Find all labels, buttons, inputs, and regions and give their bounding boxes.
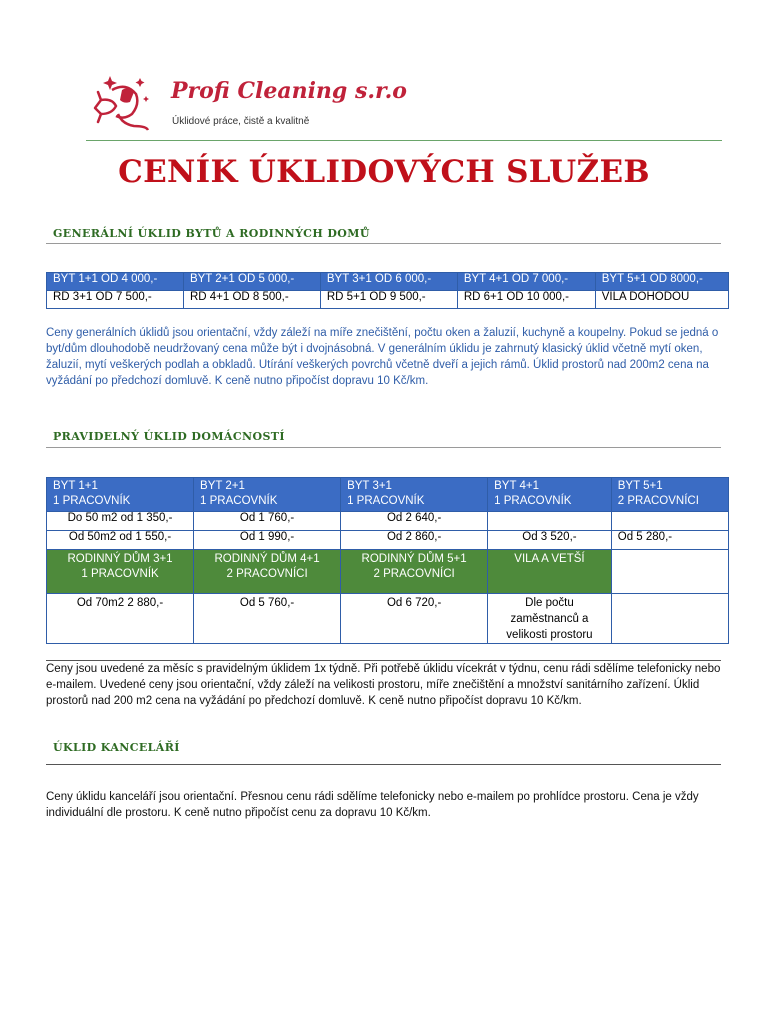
table-cell — [341, 550, 488, 594]
table-row — [47, 550, 729, 594]
table-cell — [488, 594, 612, 644]
cell-line: BYT 4+1 — [494, 480, 540, 492]
table-row — [47, 512, 729, 531]
table-cell: Od 6 720,- — [341, 594, 488, 644]
table-cell: BYT 2+1 OD 5 000,- — [183, 273, 320, 291]
table-cell — [47, 550, 194, 594]
table-cell: Od 2 640,- — [341, 512, 488, 531]
cell-line: BYT 2+1 — [200, 480, 245, 492]
table-cell: BYT 3+1 OD 6 000,- — [320, 273, 457, 291]
table-cell: BYT 4+1 OD 7 000,- — [457, 273, 595, 291]
cell-line: RODINNÝ DŮM 4+1 — [214, 553, 320, 565]
table-cell: VILA DOHODOU — [595, 291, 728, 309]
table-cell — [47, 478, 194, 512]
table-cell: Od 2 860,- — [341, 531, 488, 550]
cell-line: 1 PRACOVNÍK — [81, 568, 159, 580]
general-price-table — [46, 272, 729, 309]
cell-line: 1 PRACOVNÍK — [347, 495, 425, 507]
section-divider — [46, 447, 721, 448]
table-cell: Od 50m2 od 1 550,- — [47, 531, 194, 550]
table-cell: Od 1 760,- — [194, 512, 341, 531]
cell-line: BYT 3+1 — [347, 480, 392, 492]
table-cell: Od 5 280,- — [611, 531, 728, 550]
cell-line: VILA A VETŠÍ — [514, 553, 585, 565]
section-title-general: GENERÁLNÍ ÚKLID BYTŮ A RODINNÝCH DOMŮ — [53, 227, 370, 240]
regular-price-table — [46, 477, 729, 644]
cell-line: Dle počtu — [525, 597, 574, 609]
table-cell: Do 50 m2 od 1 350,- — [47, 512, 194, 531]
company-logo — [86, 70, 407, 138]
table-cell: BYT 1+1 OD 4 000,- — [47, 273, 184, 291]
table-cell — [611, 512, 728, 531]
table-row — [47, 594, 729, 644]
table-cell — [194, 550, 341, 594]
cell-line: BYT 1+1 — [53, 480, 98, 492]
table-header-row — [47, 478, 729, 512]
table-row — [47, 291, 729, 309]
section-title-regular: PRAVIDELNÝ ÚKLID DOMÁCNOSTÍ — [53, 430, 285, 443]
regular-note: Ceny jsou uvedené za měsíc s pravidelným úklidem 1x týdně. Při potřebě úklidu vícekrát v týdnu, cenu rádi sdělíme telefonicky nebo e-mailem. Uvedené ceny jsou orientační, vždy záleží na velikosti prostoru, míře znečištění a množství sanitárního zařízení. Úklid prostorů nad 200 m2 cena na vyžádání po předchozí domluvě. K ceně nutno připočíst dopravu 10 Kč/km. — [46, 663, 721, 707]
table-row — [47, 531, 729, 550]
cell-line: RODINNÝ DŮM 5+1 — [361, 553, 467, 565]
cell-line: 1 PRACOVNÍK — [494, 495, 572, 507]
brand-name: Profi Cleaning s.r.o — [171, 78, 407, 104]
cleaning-hand-icon — [86, 70, 166, 138]
header-divider — [86, 140, 722, 141]
table-cell — [611, 550, 728, 594]
table-cell — [194, 478, 341, 512]
cell-line: 2 PRACOVNÍCI — [226, 568, 308, 580]
table-cell: RD 3+1 OD 7 500,- — [47, 291, 184, 309]
table-header-row — [47, 273, 729, 291]
cell-line: velikosti prostoru — [506, 629, 593, 641]
table-cell: Od 1 990,- — [194, 531, 341, 550]
cell-line: BYT 5+1 — [617, 480, 663, 492]
table-cell — [341, 478, 488, 512]
section-title-office: ÚKLID KANCELÁŘÍ — [53, 741, 180, 754]
table-cell: RD 6+1 OD 10 000,- — [457, 291, 595, 309]
table-cell — [488, 550, 612, 594]
brand-tagline: Úklidové práce, čistě a kvalitně — [172, 116, 310, 127]
table-cell — [611, 478, 728, 512]
cell-line: 2 PRACOVNÍCI — [617, 495, 699, 507]
cell-line: 2 PRACOVNÍCI — [373, 568, 455, 580]
page-title: CENÍK ÚKLIDOVÝCH SLUŽEB — [118, 154, 650, 190]
table-cell: RD 4+1 OD 8 500,- — [183, 291, 320, 309]
table-cell: Od 70m2 2 880,- — [47, 594, 194, 644]
office-note: Ceny úklidu kanceláří jsou orientační. Přesnou cenu rádi sdělíme telefonicky nebo e-mailem po prohlídce prostoru. Cena je vždy individuální dle prostoru. K ceně nutno připočíst cenu za dopravu 10 Kč/km. — [46, 791, 699, 819]
cell-line: RODINNÝ DŮM 3+1 — [67, 553, 173, 565]
general-note: Ceny generálních úklidů jsou orientační, vždy záleží na míře znečištění, počtu oken a žaluzií, kuchyně a koupelny. Pokud se jedná o byt/dům dlouhodobě neudržovaný cena může být i dvojnásobná. V generálním úklidu je zahrnutý klasický úklid včetně mytí oken, žaluzií, mytí veškerých podlah a obkladů. Utírání veškerých povrchů včetně dveří a jejich rámů. Úklid prostorů nad 200m2 cena na vyžádání po předchozí domluvě. K ceně nutno připočíst dopravu 10 Kč/km. — [46, 327, 719, 387]
table-cell: Od 3 520,- — [488, 531, 612, 550]
table-cell — [488, 478, 612, 512]
cell-line: zaměstnanců a — [510, 613, 589, 625]
table-cell — [611, 594, 728, 644]
table-cell: Od 5 760,- — [194, 594, 341, 644]
table-cell: RD 5+1 OD 9 500,- — [320, 291, 457, 309]
cell-line: 1 PRACOVNÍK — [53, 495, 131, 507]
table-cell: BYT 5+1 OD 8000,- — [595, 273, 728, 291]
table-cell — [488, 512, 612, 531]
cell-line: 1 PRACOVNÍK — [200, 495, 278, 507]
dashed-divider — [46, 764, 721, 765]
section-divider — [46, 243, 721, 244]
